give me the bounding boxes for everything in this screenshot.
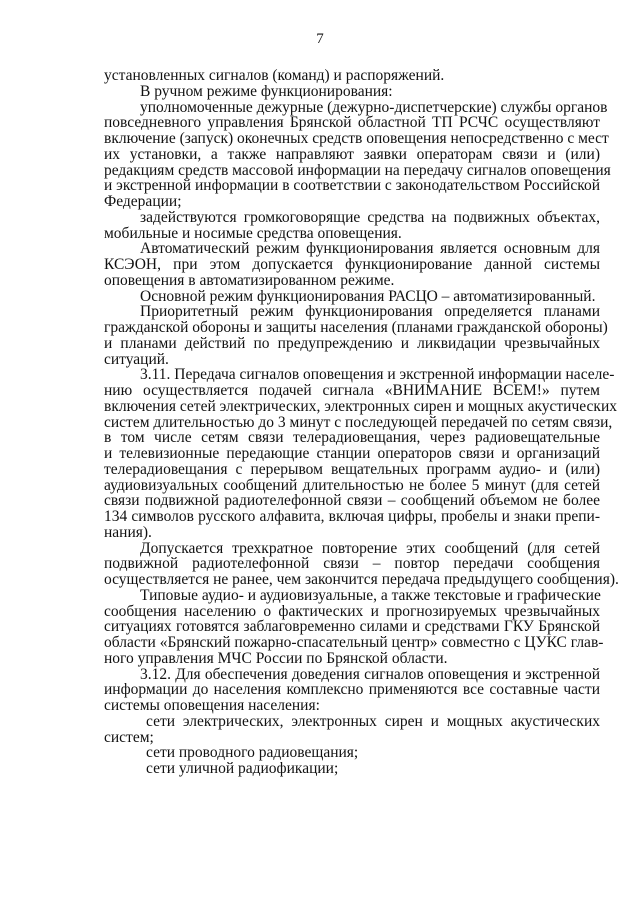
text-line: повседневного управления Брянской областной ТП РСЧС осуществляют: [104, 114, 600, 132]
text-line: сообщения населению о фактических и прогнозируемых чрезвычайных: [104, 602, 600, 620]
text-line: Типовые аудио- и аудиовизуальные, а также текстовые и графические: [140, 586, 601, 604]
text-line: и планами действий по предупреждению и ликвидации чрезвычайных: [104, 334, 600, 352]
text-line: включения сетей электрических, электронных сирен и мощных акустических: [104, 397, 617, 415]
text-line: Основной режим функционирования РАСЦО – автоматизированный.: [140, 287, 596, 305]
text-line: 3.12. Для обеспечения доведения сигналов оповещения и экстренной: [140, 665, 600, 683]
text-line: аудиовизуальных сообщений длительностью не более 5 минут (для сетей: [104, 476, 600, 494]
text-line: гражданской обороны и защиты населения (планами гражданской обороны): [104, 319, 608, 336]
text-line: ситуаций.: [104, 350, 169, 368]
text-line: Федерации;: [104, 193, 182, 210]
text-line: систем длительностью до 3 минут с последующей передачей по сетям связи,: [104, 413, 613, 431]
text-line: и экстренной информации в соответствии с законодательством Российской: [104, 177, 600, 195]
text-line: осуществляется не ранее, чем закончится передача предыдущего сообщения).: [104, 571, 619, 588]
text-line: сети электрических, электронных сирен и мощных акустических: [146, 712, 600, 730]
text-line: нию осуществляется подачей сигнала «ВНИМАНИЕ ВСЕМ!» путем: [104, 382, 600, 399]
text-line: уполномоченные дежурные (дежурно-диспетчерские) службы органов: [140, 98, 608, 116]
text-line: редакциям средств массовой информации на передачу сигналов оповещения: [104, 161, 611, 179]
text-line: 134 символов русского алфавита, включая цифры, пробелы и знаки препи-: [104, 508, 600, 525]
text-line: в том числе сетям связи телерадиовещания, через радиовещательные: [104, 429, 600, 447]
text-line: подвижной радиотелефонной связи – повтор передачи сообщения: [104, 555, 600, 573]
text-line: ного управления МЧС России по Брянской области.: [104, 649, 448, 667]
text-line: информации до населения комплексно применяются все составные части: [104, 681, 600, 699]
text-line: их установки, а также направляют заявки операторам связи и (или): [104, 145, 600, 163]
text-line: Допускается трехкратное повторение этих сообщений (для сетей: [140, 539, 600, 557]
text-line: оповещения в автоматизированном режиме.: [104, 271, 395, 289]
text-line: телерадиовещания с перерывом вещательных программ аудио- и (или): [104, 460, 600, 478]
text-line: нания).: [104, 523, 152, 541]
text-line: связи подвижной радиотелефонной связи – сообщений объемом не более: [104, 492, 600, 510]
text-line: Приоритетный режим функционирования определяется планами: [140, 303, 600, 321]
text-line: области «Брянский пожарно-спасательный центр» совместно с ЦУКС глав-: [104, 634, 604, 651]
text-line: мобильные и носимые средства оповещения.: [104, 224, 402, 242]
text-line: 3.11. Передача сигналов оповещения и экстренной информации населе-: [140, 366, 615, 384]
page-number: 7: [316, 31, 324, 47]
text-line: КСЭОН, при этом допускается функционирование данной системы: [104, 256, 600, 273]
text-line: установленных сигналов (команд) и распоряжений.: [104, 67, 445, 84]
text-line: В ручном режиме функционирования:: [140, 82, 393, 100]
text-line: системы оповещения населения:: [104, 697, 320, 714]
text-line: и телевизионные передающие станции операторов связи и организаций: [104, 445, 600, 462]
text-line: систем;: [104, 728, 154, 746]
text-line: Автоматический режим функционирования является основным для: [140, 240, 600, 258]
text-line: сети уличной радиофикации;: [146, 760, 339, 777]
text-line: сети проводного радиовещания;: [146, 744, 359, 762]
text-line: задействуются громкоговорящие средства на подвижных объектах,: [140, 208, 600, 226]
text-line: включение (запуск) оконечных средств оповещения непосредственно с мест: [104, 130, 609, 147]
text-line: ситуациях готовятся заблаговременно силами и средствами ГКУ Брянской: [104, 618, 600, 636]
